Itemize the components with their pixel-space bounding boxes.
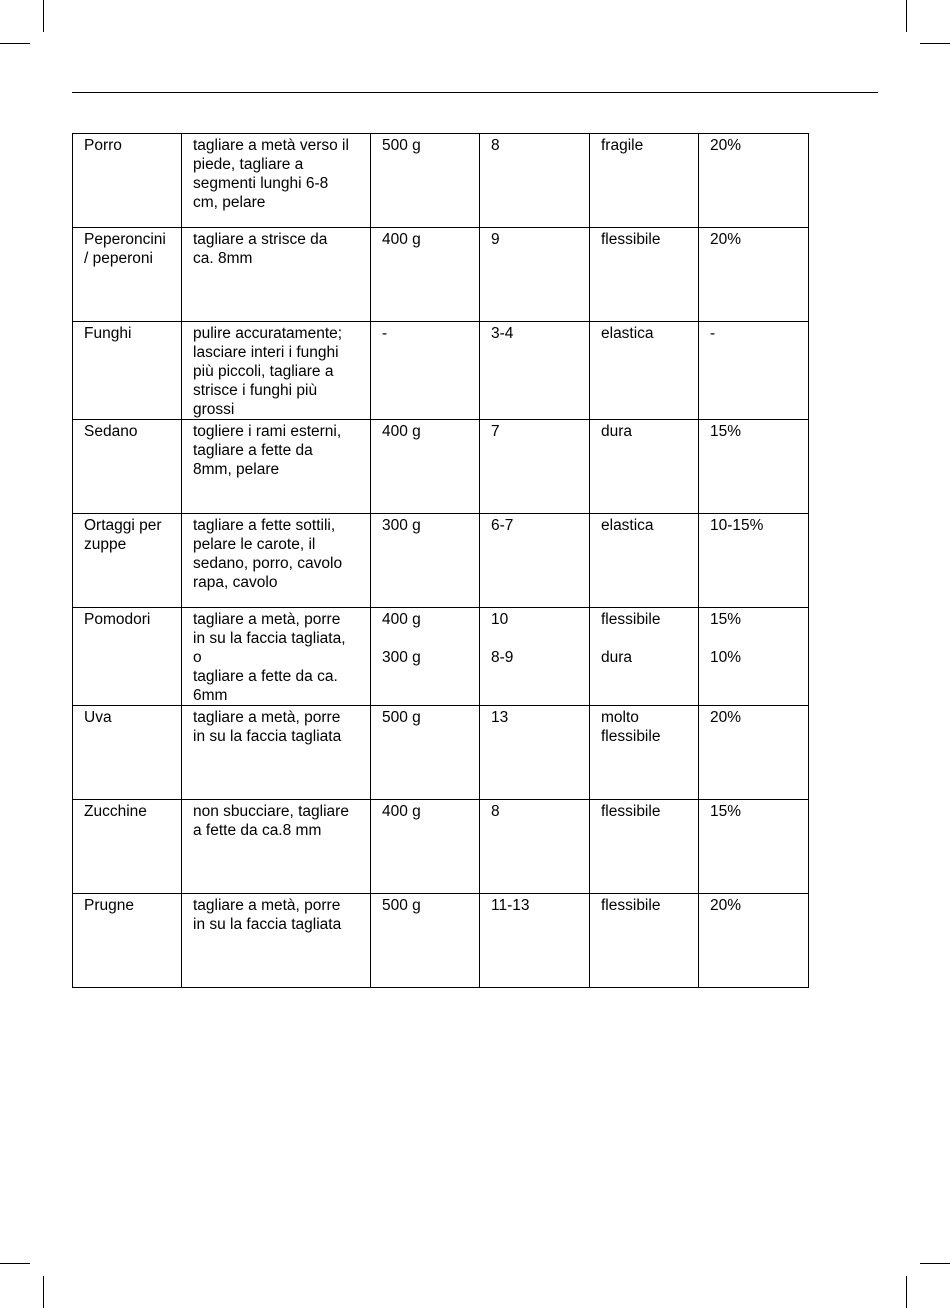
- cell-line: tagliare a metà, porre: [193, 897, 341, 914]
- cell-line: Uva: [84, 709, 112, 726]
- cell-preparation: [182, 706, 371, 800]
- cell-percentage: [699, 800, 809, 894]
- cell-line: tagliare a fette sottili,: [193, 517, 336, 534]
- cell-line: 500 g: [382, 709, 421, 726]
- cell-preparation: [182, 420, 371, 514]
- cell-line: 10: [491, 611, 509, 628]
- cell-line: rapa, cavolo: [193, 574, 278, 591]
- cell-quantity: [371, 800, 480, 894]
- cell-line: in su la faccia tagliata,: [193, 630, 346, 647]
- cell-line: 15%: [710, 803, 742, 820]
- line-spacer: [601, 629, 692, 648]
- table-body: [73, 134, 809, 988]
- cell-line: 13: [491, 709, 509, 726]
- cell-line: 20%: [710, 897, 742, 914]
- crop-mark: [906, 1276, 907, 1308]
- cell-line: non sbucciare, tagliare: [193, 803, 349, 820]
- cell-drying-time: [480, 322, 590, 420]
- cell-preparation: [182, 514, 371, 608]
- cell-consistency: [590, 134, 699, 228]
- cell-line: 400 g: [382, 231, 421, 248]
- cell-line: zuppe: [84, 536, 127, 553]
- cell-line: 3-4: [491, 325, 514, 342]
- cell-line: 300 g: [382, 517, 421, 534]
- cell-line: flessibile: [601, 803, 661, 820]
- table-row: [73, 608, 809, 706]
- cell-percentage: [699, 608, 809, 706]
- cell-line: -: [382, 325, 388, 342]
- cell-consistency: [590, 322, 699, 420]
- cell-line: 6-7: [491, 517, 514, 534]
- cell-drying-time: [480, 228, 590, 322]
- cell-percentage: [699, 228, 809, 322]
- cell-consistency: [590, 706, 699, 800]
- cell-consistency: [590, 514, 699, 608]
- cell-line: 9: [491, 231, 500, 248]
- cell-food-name: [73, 800, 182, 894]
- cell-food-name: [73, 706, 182, 800]
- cell-percentage: [699, 134, 809, 228]
- cell-line: Porro: [84, 137, 122, 154]
- cell-consistency: [590, 800, 699, 894]
- cell-percentage: [699, 706, 809, 800]
- cell-consistency: [590, 894, 699, 988]
- cell-drying-time: [480, 420, 590, 514]
- cell-line: 8: [491, 137, 500, 154]
- cell-line: ca. 8mm: [193, 250, 253, 267]
- cell-preparation: [182, 134, 371, 228]
- cell-preparation: [182, 228, 371, 322]
- cell-line: tagliare a fette da ca.: [193, 668, 338, 685]
- cell-line: togliere i rami esterni,: [193, 423, 342, 440]
- cell-drying-time: [480, 134, 590, 228]
- cell-line: 500 g: [382, 897, 421, 914]
- crop-mark: [43, 1276, 44, 1308]
- cell-line: sedano, porro, cavolo: [193, 555, 343, 572]
- cell-line: grossi: [193, 401, 235, 418]
- cell-drying-time: [480, 706, 590, 800]
- cell-line: Peperoncini: [84, 231, 166, 248]
- cell-line: 7: [491, 423, 500, 440]
- cell-line: Prugne: [84, 897, 134, 914]
- cell-line: più piccoli, tagliare a: [193, 363, 334, 380]
- cell-line: 11-13: [491, 897, 530, 914]
- cell-line: tagliare a strisce da: [193, 231, 328, 248]
- cell-food-name: [73, 894, 182, 988]
- table-row: [73, 322, 809, 420]
- cell-line: 8mm, pelare: [193, 461, 280, 478]
- cell-line: flessibile: [601, 728, 661, 745]
- cell-line: segmenti lunghi 6-8: [193, 175, 329, 192]
- cell-preparation: [182, 608, 371, 706]
- cell-line: 500 g: [382, 137, 421, 154]
- cell-line: / peperoni: [84, 250, 153, 267]
- cell-line: tagliare a metà verso il: [193, 137, 349, 154]
- line-spacer: [382, 629, 473, 648]
- table-row: [73, 894, 809, 988]
- cell-food-name: [73, 228, 182, 322]
- cell-line: in su la faccia tagliata: [193, 916, 342, 933]
- cell-line: 6mm: [193, 687, 228, 704]
- cell-quantity: [371, 322, 480, 420]
- cell-line: 15%: [710, 611, 742, 628]
- cell-line: fragile: [601, 137, 644, 154]
- cell-food-name: [73, 420, 182, 514]
- cell-line: pelare le carote, il: [193, 536, 316, 553]
- cell-line: tagliare a fette da: [193, 442, 313, 459]
- cell-preparation: [182, 322, 371, 420]
- cell-line: 20%: [710, 709, 742, 726]
- cell-line: elastica: [601, 517, 654, 534]
- cell-line: pulire accuratamente;: [193, 325, 343, 342]
- cell-line: molto: [601, 709, 639, 726]
- cell-line: 300 g: [382, 649, 421, 666]
- cell-line: 400 g: [382, 803, 421, 820]
- cell-line: elastica: [601, 325, 654, 342]
- cell-drying-time: [480, 800, 590, 894]
- cell-line: piede, tagliare a: [193, 156, 304, 173]
- line-spacer: [710, 629, 802, 648]
- cell-line: strisce i funghi più: [193, 382, 318, 399]
- cell-quantity: [371, 228, 480, 322]
- cell-drying-time: [480, 514, 590, 608]
- cell-line: o: [193, 649, 202, 666]
- cell-line: tagliare a metà, porre: [193, 709, 341, 726]
- cell-line: flessibile: [601, 897, 661, 914]
- crop-mark: [920, 1263, 950, 1264]
- cell-line: in su la faccia tagliata: [193, 728, 342, 745]
- cell-line: Pomodori: [84, 611, 151, 628]
- cell-food-name: [73, 134, 182, 228]
- cell-line: 20%: [710, 231, 742, 248]
- drying-table: [72, 133, 809, 988]
- cell-consistency: [590, 228, 699, 322]
- cell-percentage: [699, 514, 809, 608]
- cell-line: Ortaggi per: [84, 517, 162, 534]
- header-rule: [72, 92, 878, 93]
- cell-line: Zucchine: [84, 803, 147, 820]
- cell-line: dura: [601, 649, 633, 666]
- cell-line: a fette da ca.8 mm: [193, 822, 322, 839]
- cell-line: -: [710, 325, 716, 342]
- cell-percentage: [699, 420, 809, 514]
- cell-quantity: [371, 134, 480, 228]
- crop-mark: [43, 0, 44, 32]
- crop-mark: [0, 43, 30, 44]
- cell-drying-time: [480, 608, 590, 706]
- cell-quantity: [371, 420, 480, 514]
- cell-consistency: [590, 608, 699, 706]
- cell-line: 400 g: [382, 611, 421, 628]
- cell-percentage: [699, 894, 809, 988]
- cell-line: cm, pelare: [193, 194, 266, 211]
- table-row: [73, 420, 809, 514]
- line-spacer: [491, 629, 583, 648]
- cell-line: 8-9: [491, 649, 514, 666]
- cell-food-name: [73, 322, 182, 420]
- cell-drying-time: [480, 894, 590, 988]
- cell-quantity: [371, 514, 480, 608]
- table-row: [73, 800, 809, 894]
- crop-mark: [906, 0, 907, 32]
- cell-line: 400 g: [382, 423, 421, 440]
- cell-quantity: [371, 608, 480, 706]
- cell-line: 10%: [710, 649, 742, 666]
- cell-percentage: [699, 322, 809, 420]
- cell-consistency: [590, 420, 699, 514]
- cell-line: 8: [491, 803, 500, 820]
- cell-line: Funghi: [84, 325, 132, 342]
- table-row: [73, 514, 809, 608]
- table-row: [73, 706, 809, 800]
- crop-mark: [920, 43, 950, 44]
- cell-preparation: [182, 800, 371, 894]
- cell-line: tagliare a metà, porre: [193, 611, 341, 628]
- cell-line: dura: [601, 423, 633, 440]
- cell-line: 15%: [710, 423, 742, 440]
- cell-food-name: [73, 514, 182, 608]
- cell-line: Sedano: [84, 423, 138, 440]
- cell-food-name: [73, 608, 182, 706]
- cell-line: 10-15%: [710, 517, 764, 534]
- cell-line: lasciare interi i funghi: [193, 344, 339, 361]
- cell-line: flessibile: [601, 231, 661, 248]
- cell-line: flessibile: [601, 611, 661, 628]
- cell-quantity: [371, 894, 480, 988]
- crop-mark: [0, 1263, 30, 1264]
- cell-preparation: [182, 894, 371, 988]
- table-row: [73, 228, 809, 322]
- cell-line: 20%: [710, 137, 742, 154]
- cell-quantity: [371, 706, 480, 800]
- table-row: [73, 134, 809, 228]
